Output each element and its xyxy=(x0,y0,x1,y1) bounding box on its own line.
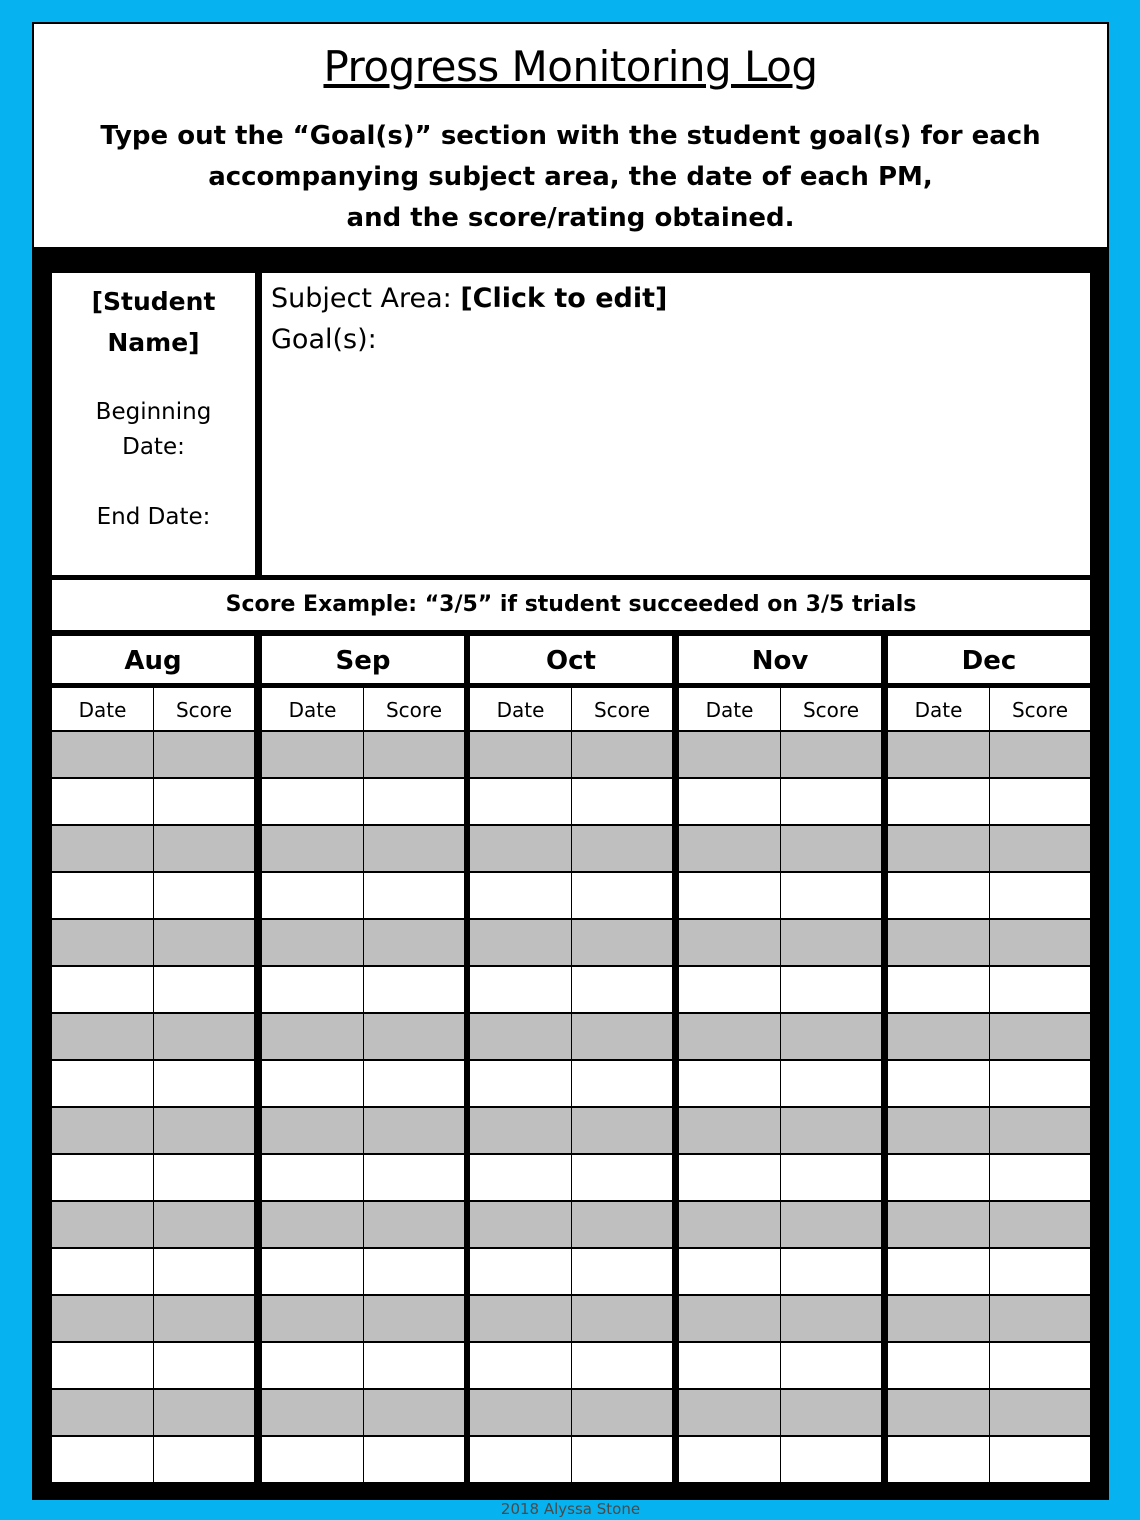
date-cell[interactable] xyxy=(52,1390,153,1435)
student-info-box[interactable] xyxy=(52,273,255,575)
score-cell[interactable] xyxy=(364,779,464,824)
score-cell[interactable] xyxy=(990,1202,1090,1247)
date-cell[interactable] xyxy=(262,826,363,871)
score-cell[interactable] xyxy=(781,1202,881,1247)
date-column-header: Date xyxy=(262,688,363,730)
date-cell[interactable] xyxy=(262,920,363,965)
score-cell[interactable] xyxy=(364,732,464,777)
date-cell[interactable] xyxy=(679,1343,780,1388)
date-cell[interactable] xyxy=(262,1155,363,1200)
score-cell[interactable] xyxy=(154,732,254,777)
date-cell[interactable] xyxy=(52,920,153,965)
date-cell[interactable] xyxy=(888,967,989,1012)
score-cell[interactable] xyxy=(990,1108,1090,1153)
score-column-header: Score xyxy=(990,688,1090,730)
date-cell[interactable] xyxy=(52,826,153,871)
month-header-oct: Oct xyxy=(470,636,672,683)
score-cell[interactable] xyxy=(364,967,464,1012)
score-cell[interactable] xyxy=(781,1249,881,1294)
score-cell[interactable] xyxy=(154,1343,254,1388)
date-cell[interactable] xyxy=(262,1202,363,1247)
date-cell[interactable] xyxy=(52,967,153,1012)
date-cell[interactable] xyxy=(52,1343,153,1388)
date-cell[interactable] xyxy=(679,732,780,777)
date-cell[interactable] xyxy=(262,1437,363,1482)
score-cell[interactable] xyxy=(364,1108,464,1153)
score-cell[interactable] xyxy=(364,1202,464,1247)
date-cell[interactable] xyxy=(262,779,363,824)
date-cell[interactable] xyxy=(262,732,363,777)
date-cell[interactable] xyxy=(679,1437,780,1482)
score-cell[interactable] xyxy=(154,1437,254,1482)
date-cell[interactable] xyxy=(52,1437,153,1482)
date-cell[interactable] xyxy=(470,1296,571,1341)
score-cell[interactable] xyxy=(781,873,881,918)
date-column-header: Date xyxy=(888,688,989,730)
copyright-footer: 2018 Alyssa Stone xyxy=(500,1500,641,1518)
student-name[interactable]: [Student Name] xyxy=(91,287,216,357)
score-cell[interactable] xyxy=(781,826,881,871)
score-cell[interactable] xyxy=(781,1390,881,1435)
score-cell[interactable] xyxy=(572,1390,672,1435)
date-cell[interactable] xyxy=(52,779,153,824)
score-cell[interactable] xyxy=(154,1108,254,1153)
score-cell[interactable] xyxy=(154,779,254,824)
end-date-label: End Date: xyxy=(96,504,211,530)
date-cell[interactable] xyxy=(470,1437,571,1482)
score-cell[interactable] xyxy=(990,1155,1090,1200)
score-cell[interactable] xyxy=(364,1390,464,1435)
date-cell[interactable] xyxy=(679,1390,780,1435)
score-cell[interactable] xyxy=(781,1437,881,1482)
date-cell[interactable] xyxy=(262,1249,363,1294)
score-cell[interactable] xyxy=(572,967,672,1012)
score-cell[interactable] xyxy=(990,1296,1090,1341)
date-cell[interactable] xyxy=(679,826,780,871)
date-cell[interactable] xyxy=(52,873,153,918)
score-cell[interactable] xyxy=(572,1249,672,1294)
score-cell[interactable] xyxy=(364,1249,464,1294)
date-cell[interactable] xyxy=(679,920,780,965)
score-cell[interactable] xyxy=(990,1437,1090,1482)
date-cell[interactable] xyxy=(470,920,571,965)
date-column-header: Date xyxy=(52,688,153,730)
score-cell[interactable] xyxy=(572,779,672,824)
date-cell[interactable] xyxy=(470,1014,571,1059)
score-cell[interactable] xyxy=(572,826,672,871)
date-cell[interactable] xyxy=(679,1014,780,1059)
date-cell[interactable] xyxy=(52,732,153,777)
date-cell[interactable] xyxy=(52,1202,153,1247)
instructions xyxy=(34,116,1107,239)
instruction-line: and the score/rating obtained. xyxy=(346,203,795,233)
score-cell[interactable] xyxy=(364,920,464,965)
date-cell[interactable] xyxy=(52,1014,153,1059)
date-cell[interactable] xyxy=(888,1108,989,1153)
date-cell[interactable] xyxy=(52,1155,153,1200)
date-cell[interactable] xyxy=(262,1296,363,1341)
score-cell[interactable] xyxy=(781,1296,881,1341)
score-cell[interactable] xyxy=(154,1061,254,1106)
date-cell[interactable] xyxy=(679,873,780,918)
date-cell[interactable] xyxy=(888,1390,989,1435)
score-cell[interactable] xyxy=(781,920,881,965)
score-cell[interactable] xyxy=(990,920,1090,965)
score-cell[interactable] xyxy=(572,1343,672,1388)
score-example: Score Example: “3/5” if student succeeded on 3/5 trials xyxy=(52,580,1090,630)
date-cell[interactable] xyxy=(262,967,363,1012)
date-cell[interactable] xyxy=(262,1108,363,1153)
goal-box[interactable] xyxy=(262,273,1090,575)
score-cell[interactable] xyxy=(364,826,464,871)
date-cell[interactable] xyxy=(52,1108,153,1153)
date-cell[interactable] xyxy=(470,1061,571,1106)
month-header-sep: Sep xyxy=(262,636,464,683)
score-cell[interactable] xyxy=(990,1343,1090,1388)
date-cell[interactable] xyxy=(679,1108,780,1153)
date-cell[interactable] xyxy=(679,779,780,824)
date-cell[interactable] xyxy=(470,1249,571,1294)
score-cell[interactable] xyxy=(154,873,254,918)
date-cell[interactable] xyxy=(470,1390,571,1435)
instruction-line: Type out the “Goal(s)” section with the student goal(s) for each xyxy=(100,121,1041,151)
score-cell[interactable] xyxy=(572,732,672,777)
date-cell[interactable] xyxy=(262,1014,363,1059)
score-column-header: Score xyxy=(781,688,881,730)
date-cell[interactable] xyxy=(262,873,363,918)
score-cell[interactable] xyxy=(781,1108,881,1153)
score-cell[interactable] xyxy=(572,920,672,965)
date-cell[interactable] xyxy=(679,1155,780,1200)
score-column-header: Score xyxy=(572,688,672,730)
score-cell[interactable] xyxy=(572,873,672,918)
score-cell[interactable] xyxy=(990,1061,1090,1106)
score-cell[interactable] xyxy=(990,779,1090,824)
score-cell[interactable] xyxy=(572,1296,672,1341)
date-column-header: Date xyxy=(470,688,571,730)
score-cell[interactable] xyxy=(154,1249,254,1294)
date-cell[interactable] xyxy=(470,1108,571,1153)
score-cell[interactable] xyxy=(154,1155,254,1200)
date-column-header: Date xyxy=(679,688,780,730)
date-cell[interactable] xyxy=(470,1343,571,1388)
date-cell[interactable] xyxy=(679,967,780,1012)
score-cell[interactable] xyxy=(154,967,254,1012)
score-cell[interactable] xyxy=(781,1155,881,1200)
score-cell[interactable] xyxy=(781,732,881,777)
score-cell[interactable] xyxy=(154,920,254,965)
subject-area-line xyxy=(271,279,667,319)
date-cell[interactable] xyxy=(262,1343,363,1388)
date-cell[interactable] xyxy=(888,1249,989,1294)
date-cell[interactable] xyxy=(470,1155,571,1200)
score-cell[interactable] xyxy=(572,1061,672,1106)
goals-label: Goal(s): xyxy=(271,324,377,355)
score-column-header: Score xyxy=(364,688,464,730)
subject-area-value[interactable]: [Click to edit] xyxy=(460,283,668,314)
date-cell[interactable] xyxy=(52,1061,153,1106)
score-cell[interactable] xyxy=(364,1437,464,1482)
date-cell[interactable] xyxy=(679,1202,780,1247)
score-cell[interactable] xyxy=(572,1108,672,1153)
date-cell[interactable] xyxy=(679,1249,780,1294)
score-cell[interactable] xyxy=(364,1061,464,1106)
date-cell[interactable] xyxy=(470,1202,571,1247)
header-panel xyxy=(34,24,1107,247)
score-cell[interactable] xyxy=(154,1296,254,1341)
score-cell[interactable] xyxy=(364,873,464,918)
date-cell[interactable] xyxy=(262,1061,363,1106)
score-cell[interactable] xyxy=(990,873,1090,918)
score-cell[interactable] xyxy=(572,1155,672,1200)
date-cell[interactable] xyxy=(888,1061,989,1106)
date-cell[interactable] xyxy=(470,826,571,871)
date-cell[interactable] xyxy=(888,1202,989,1247)
score-cell[interactable] xyxy=(781,1014,881,1059)
date-cell[interactable] xyxy=(888,1155,989,1200)
score-cell[interactable] xyxy=(990,1390,1090,1435)
score-cell[interactable] xyxy=(364,1014,464,1059)
date-cell[interactable] xyxy=(888,1437,989,1482)
score-cell[interactable] xyxy=(990,732,1090,777)
date-cell[interactable] xyxy=(679,1061,780,1106)
score-column-header: Score xyxy=(154,688,254,730)
score-cell[interactable] xyxy=(781,779,881,824)
date-cell[interactable] xyxy=(470,967,571,1012)
date-cell[interactable] xyxy=(888,873,989,918)
score-cell[interactable] xyxy=(990,826,1090,871)
score-cell[interactable] xyxy=(990,967,1090,1012)
score-cell[interactable] xyxy=(154,826,254,871)
score-cell[interactable] xyxy=(364,1155,464,1200)
date-cell[interactable] xyxy=(888,779,989,824)
date-cell[interactable] xyxy=(888,1343,989,1388)
score-cell[interactable] xyxy=(781,967,881,1012)
date-cell[interactable] xyxy=(888,826,989,871)
date-cell[interactable] xyxy=(888,1296,989,1341)
score-cell[interactable] xyxy=(154,1014,254,1059)
month-header-aug: Aug xyxy=(52,636,254,683)
score-cell[interactable] xyxy=(781,1343,881,1388)
score-cell[interactable] xyxy=(781,1061,881,1106)
month-header-nov: Nov xyxy=(679,636,881,683)
score-cell[interactable] xyxy=(990,1014,1090,1059)
date-cell[interactable] xyxy=(679,1296,780,1341)
subject-area-label: Subject Area: xyxy=(271,283,461,314)
date-cell[interactable] xyxy=(52,1296,153,1341)
score-cell[interactable] xyxy=(990,1249,1090,1294)
date-cell[interactable] xyxy=(470,779,571,824)
score-cell[interactable] xyxy=(364,1343,464,1388)
instruction-line: accompanying subject area, the date of each PM, xyxy=(208,162,933,192)
date-cell[interactable] xyxy=(470,732,571,777)
date-cell[interactable] xyxy=(888,1014,989,1059)
month-header-dec: Dec xyxy=(888,636,1090,683)
score-cell[interactable] xyxy=(154,1202,254,1247)
score-cell[interactable] xyxy=(154,1390,254,1435)
score-cell[interactable] xyxy=(572,1014,672,1059)
score-cell[interactable] xyxy=(364,1296,464,1341)
date-cell[interactable] xyxy=(888,732,989,777)
score-cell[interactable] xyxy=(572,1437,672,1482)
page-title: Progress Monitoring Log xyxy=(323,42,818,91)
date-cell[interactable] xyxy=(262,1390,363,1435)
score-cell[interactable] xyxy=(572,1202,672,1247)
date-cell[interactable] xyxy=(888,920,989,965)
date-cell[interactable] xyxy=(470,873,571,918)
date-cell[interactable] xyxy=(52,1249,153,1294)
beginning-date-label: Beginning Date: xyxy=(95,399,212,460)
